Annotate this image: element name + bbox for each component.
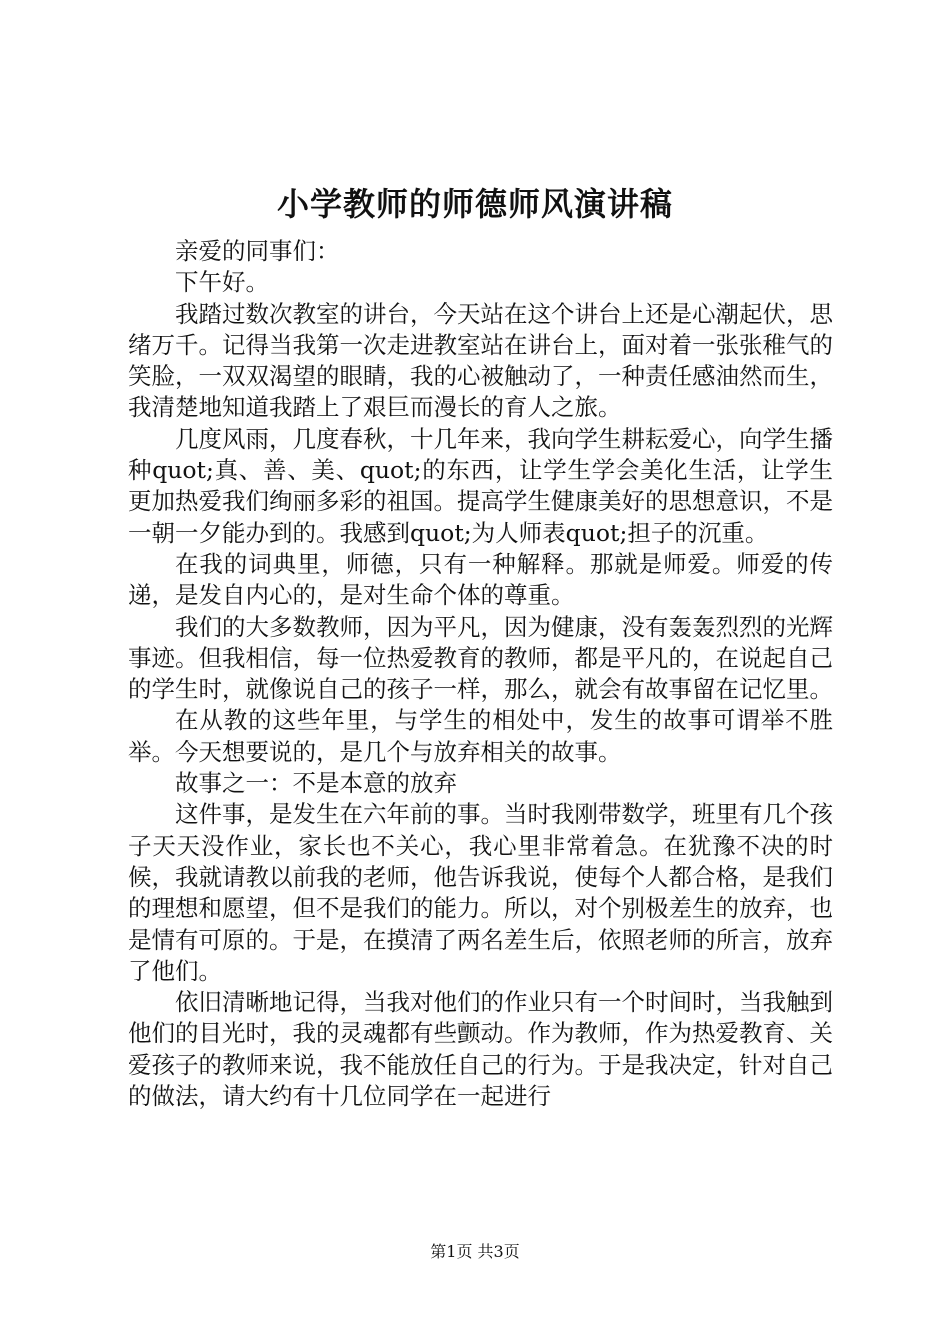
paragraph: 在我的词典里，师德，只有一种解释。那就是师爱。师爱的传递，是发自内心的，是对生命个体的尊重。 [128, 549, 833, 610]
page-footer: 第1页 共3页 [430, 1242, 520, 1261]
paragraph-greeting: 下午好。 [175, 268, 269, 297]
paragraph: 这件事，是发生在六年前的事。当时我刚带数学，班里有几个孩子天天没作业，家长也不关心，我心里非常着急。在犹豫不决的时候，我就请教以前我的老师，他告诉我说，使每个人都合格，是我们的理想和愿望，但不是我们的能力。所以，对个别极差生的放弃，也是情有可原的。于是，在摸清了两名差生后，依照老师的所言，放弃了他们。 [128, 800, 833, 985]
paragraph: 几度风雨，几度春秋，十几年来，我向学生耕耘爱心，向学生播种quot;真、善、美、quot;的东西，让学生学会美化生活，让学生更加热爱我们绚丽多彩的祖国。提高学生健康美好的思想意识，不是一朝一夕能办到的。我感到quot;为人师表quot;担子的沉重。 [128, 424, 833, 547]
section-heading: 故事之一：不是本意的放弃 [175, 769, 457, 798]
paragraph: 我们的大多数教师，因为平凡，因为健康，没有轰轰烈烈的光辉事迹。但我相信，每一位热爱教育的教师，都是平凡的，在说起自己的学生时，就像说自己的孩子一样，那么，就会有故事留在记忆里。 [128, 612, 833, 704]
paragraph: 我踏过数次教室的讲台，今天站在这个讲台上还是心潮起伏，思绪万千。记得当我第一次走进教室站在讲台上，面对着一张张稚气的笑脸，一双双渴望的眼睛，我的心被触动了，一种责任感油然而生，我清楚地知道我踏上了艰巨而漫长的育人之旅。 [128, 299, 833, 422]
document-body [128, 236, 833, 1112]
paragraph-salutation: 亲爱的同事们： [175, 237, 340, 265]
paragraph: 在从教的这些年里，与学生的相处中，发生的故事可谓举不胜举。今天想要说的，是几个与放弃相关的故事。 [128, 706, 833, 766]
document-title: 小学教师的师德师风演讲稿 [276, 185, 673, 223]
paragraph: 依旧清晰地记得，当我对他们的作业只有一个时间时，当我触到他们的目光时，我的灵魂都有些颤动。作为教师，作为热爱教育、关爱孩子的教师来说，我不能放任自己的行为。于是我决定，针对自己的做法，请大约有十几位同学在一起进行 [128, 988, 833, 1111]
